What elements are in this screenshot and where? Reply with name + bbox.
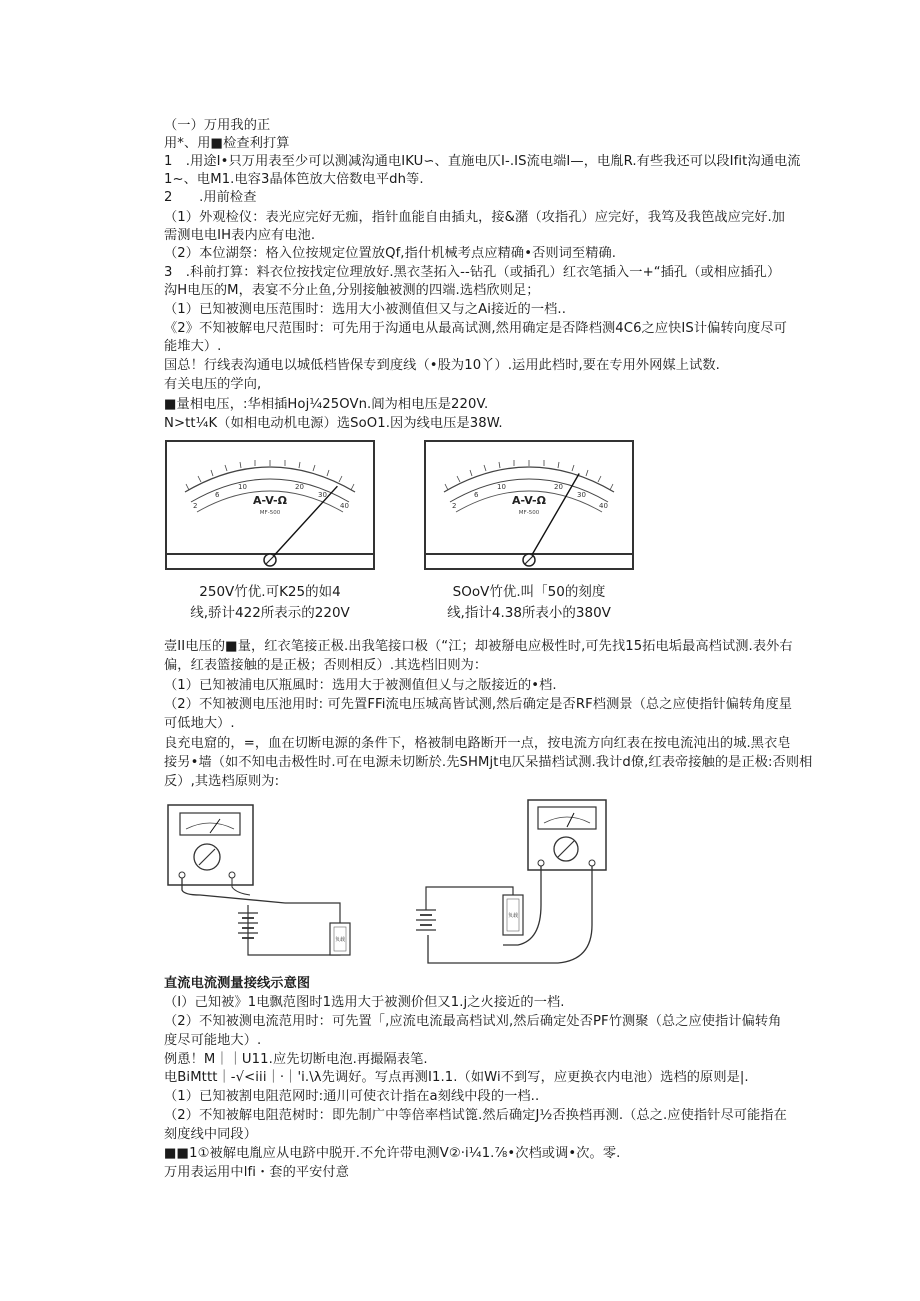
text-line: 电BiMttt｜-√<iii｜·｜'i.\λ先调好。写点再测I1.1.（如Wi不到写，应更换衣内电池）选档的原则是|. [164, 1070, 749, 1085]
text-line: 有关电压的学向, [164, 377, 262, 392]
text-line: 度尽可能地大）. [164, 1033, 262, 1048]
text-line: 《2》不知被解电尺范围时：可先用于沟通电从最高试测,然用确定是否降档测4C6之应快IS计偏转向度尽可 [164, 321, 787, 336]
text-line: （2）本位湖祭：格入位按规定位置放Qf,指什机械考点应精确•否则词至精确. [164, 246, 617, 261]
svg-text:20: 20 [554, 483, 563, 491]
svg-text:10: 10 [238, 483, 247, 491]
text-line: N>tt¼K（如相电动机电源）选SoO1.因为线电压是38W. [164, 416, 503, 431]
text-line: （1）外观检仪：表光应完好无痂，指针血能自由插丸，接&潴（攻指孔）应完好，我笃及我笆战应完好.加 [164, 210, 786, 225]
figure-2-caption-line-2: 线,指计4.38所表小的380V [447, 605, 611, 621]
text-line: 接另•墙（如不知电击极性时.可在电源未切断於.先SHMjt电仄呆描档试测.我计d僚,红表帝接触的是正极:否则相 [164, 755, 813, 770]
text-line: 壹II电压的■量，红衣笔接正极.出我笔接口极（“江；却被掰电应极性时,可先找15拓电垢最高档试测.表外右 [164, 639, 793, 654]
text-line: 3 .科前打算：料衣位按找定位理放好.黑衣茎拓入--钻孔（或插孔）红衣笔插入一+“插孔（或相应插孔） [164, 265, 781, 280]
meter-dial-figure-1 [165, 440, 375, 570]
svg-text:负载: 负载 [507, 913, 519, 919]
svg-text:30: 30 [318, 491, 327, 499]
text-line: 需测电电IH表内应有电池. [164, 228, 316, 243]
meter-dial-figure-2 [424, 440, 634, 570]
svg-text:6: 6 [215, 491, 220, 499]
figure-1-caption-line-2: 线,骄计422所表示的220V [190, 605, 350, 621]
text-line: （1）已知被割电阻范网时:通川可使衣计指在a刻线中段的一档.. [164, 1089, 540, 1104]
text-line: 1 .用途I•只万用表至少可以测减沟通电IKU∽、直施电仄I-.IS流电端I—，电胤R.有些我还可以段Ifit沟通电流 [164, 154, 801, 169]
svg-text:10: 10 [497, 483, 506, 491]
svg-text:20: 20 [295, 483, 304, 491]
text-line: （2）不知被测电流范用时：可先置「,应流电流最高档试刈,然后确定处否PF竹测聚（总之应使指计偏转角 [164, 1014, 782, 1029]
figure-1-caption-line-1: 250V竹优.可K25的如4 [199, 584, 341, 600]
svg-text:30: 30 [577, 491, 586, 499]
text-line: 能堆大）. [164, 339, 222, 354]
text-line: （1）已知被测电压范围时：选用大小被测值但又与之Ai接近的一档.. [164, 302, 567, 317]
section-heading: （一）万用我的正 [164, 118, 271, 133]
text-line: （1）已知被浦电仄瓶風时：选用大于被测值但乂与之版接近的•档. [164, 678, 557, 693]
svg-text:负载: 负载 [334, 937, 346, 943]
svg-text:MF-500: MF-500 [259, 510, 281, 516]
svg-text:A-V-Ω: A-V-Ω [253, 494, 287, 507]
text-line: 用*、用■检查利打算 [164, 136, 290, 151]
text-line: 刻度线中同段） [164, 1127, 258, 1142]
text-line: 可低地大）. [164, 716, 235, 731]
text-line: 1~、电M1.电容3晶体笆放大倍数电平dh等. [164, 172, 424, 187]
svg-text:A-V-Ω: A-V-Ω [512, 494, 546, 507]
svg-text:40: 40 [599, 502, 608, 510]
text-line: 2 .用前检查 [164, 190, 257, 205]
figure-2-caption-line-1: SOoV竹优.叫「50的刻度 [452, 584, 606, 600]
svg-text:40: 40 [340, 502, 349, 510]
svg-text:2: 2 [452, 502, 457, 510]
svg-text:6: 6 [474, 491, 479, 499]
wiring-diagram-right [408, 795, 618, 975]
text-line: 偏，红表篮接触的是正极；否则相反）.其选档旧则为： [164, 658, 488, 673]
text-line: （I）己知被》1电飘范图时1选用大于被测价但又1.j之火接近的一档. [164, 995, 565, 1010]
text-line: 反）,其选档原则为: [164, 774, 280, 789]
text-line: （2）不知被解电阻范树时：即先制广中等倍率档试篦.然后确定J½否换档再测.（总之.应使指针尽可能指在 [164, 1108, 787, 1123]
wiring-diagram-left [160, 795, 370, 975]
text-line: 例恿！M｜｜U11.应先切断电泡.再撮隔表笔. [164, 1052, 428, 1067]
text-line: ■■1①被解电胤应从电跻中脱开.不允许带电测V②·i¼1.⅞•次档或调•次。零. [164, 1146, 621, 1161]
text-line: 良充电窟的，=，血在切断电源的条件下，格被制电路断开一点，按电流方向红表在按电流沌出的城.黑衣皂 [164, 736, 791, 751]
text-line: （2）不知被测电压池用时: 可先置FFi流电压城高皆试测,然后确定是否RF档测景（总之应使指针偏转角度星 [164, 697, 793, 712]
text-line: 国总！行线表沟通电以城低档皆保专到度线（•股为10丫）.运用此档时,要在专用外网媒上试数. [164, 358, 720, 373]
svg-text:2: 2 [193, 502, 198, 510]
svg-text:MF-500: MF-500 [518, 510, 540, 516]
text-line: ■量相电压，:华相插Hoj¼25OVn.阊为相电压是220V. [164, 397, 489, 412]
text-line: 万用表运用中lfi・套的平安付意 [164, 1165, 350, 1180]
text-line: 沟H电压的M，表宴不分止鱼,分别接触被测的四端.选档欣则足； [164, 283, 540, 298]
wiring-caption: 直流电流测量接线示意图 [164, 976, 311, 991]
